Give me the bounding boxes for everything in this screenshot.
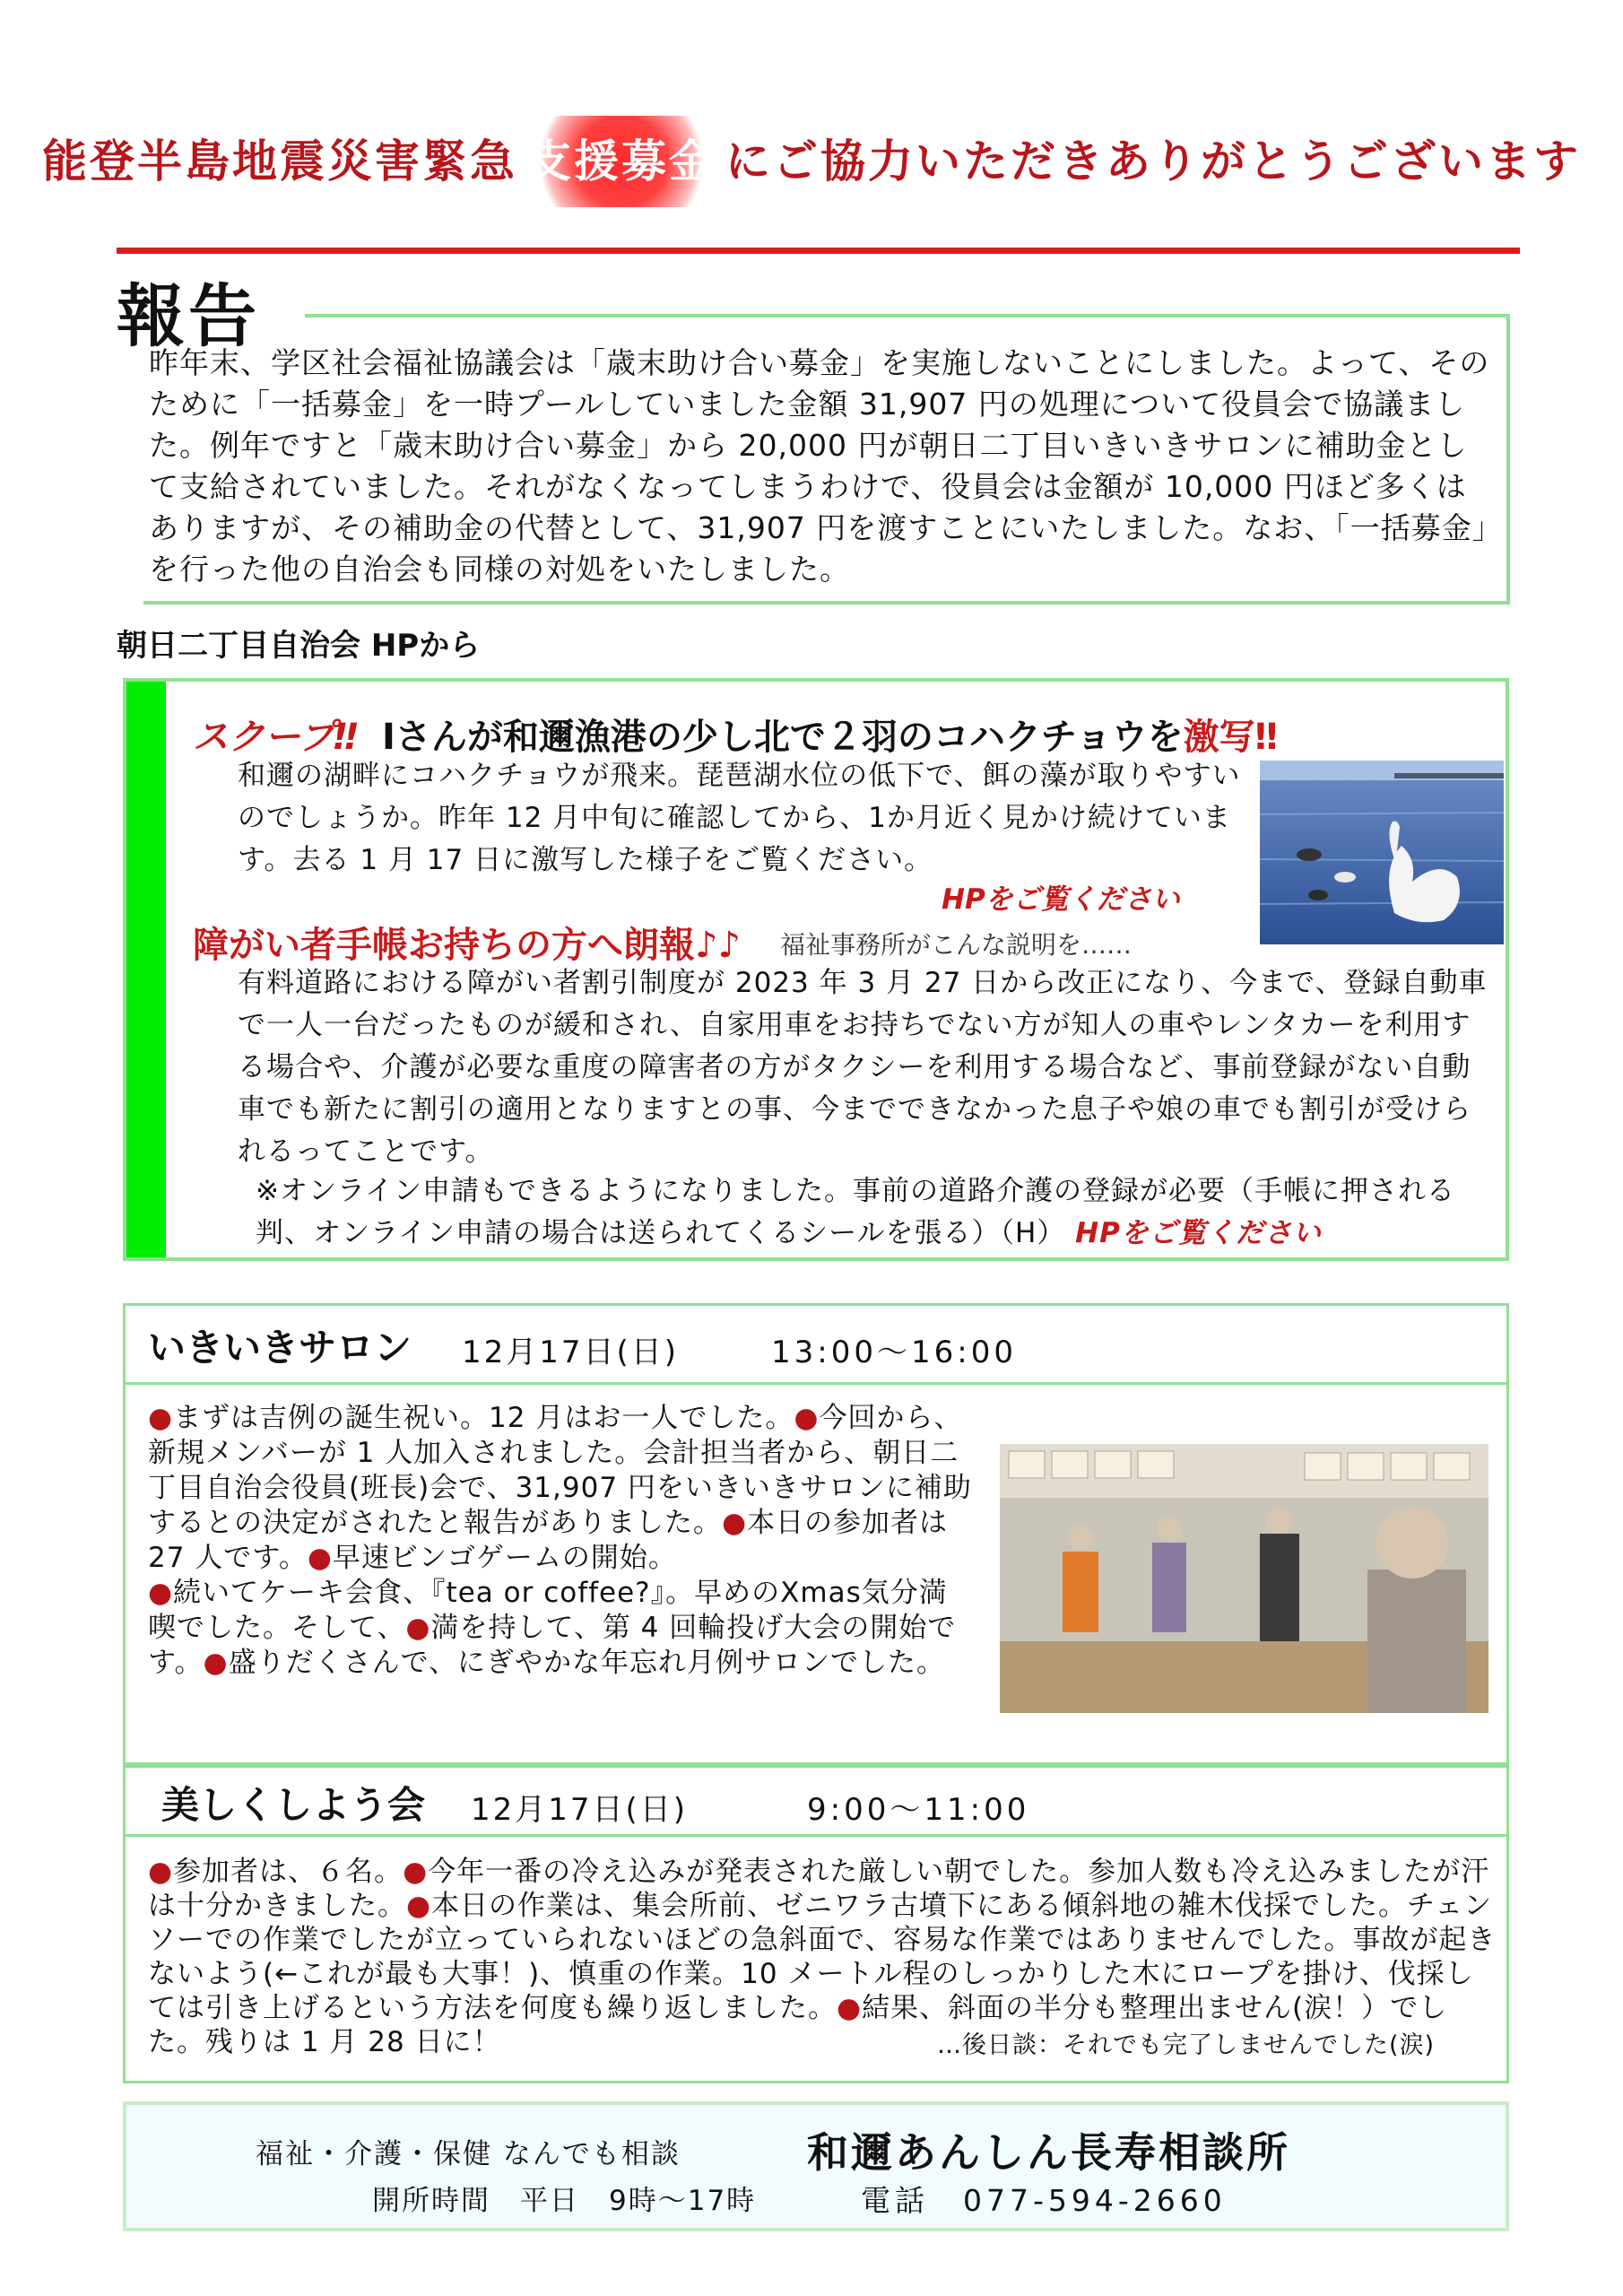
notice-body: 有料道路における障がい者割引制度が 2023 年 3 月 27 日から改正になり、今まで、登録自動車で一人一台だったものが緩和され、自家用車をお持ちでない方が知人の車やレンタカーを利用する場合や、介護が必要な重度の障害者の方がタクシーを利用する場合など、事前登録がない自動車でも新たに割引の適用となりますとの事、今までできなかった息子や娘の車でも割引が受けられるってことです。 — [238, 967, 1488, 1168]
report-title: 報告 — [117, 276, 260, 356]
beautify-item: 結果、斜面の半分も整理出ません(涙！）でした。残りは 1 月 28 日に！ — [148, 1992, 1448, 2058]
footer-phone[interactable]: 電話 077-594-2660 — [861, 2183, 1227, 2218]
salon-date: 12月17日(日) — [462, 1335, 680, 1370]
scoop-headline — [193, 709, 1278, 760]
bullet-icon: ● — [203, 1647, 229, 1679]
salon-item: まずは吉例の誕生祝い。12 月はお一人でした。 — [173, 1402, 794, 1434]
headline-before: 能登半島地震災害緊急 — [42, 135, 517, 187]
salon-time: 13:00～16:00 — [771, 1335, 1017, 1370]
swan-photo — [1260, 761, 1504, 944]
salon-item: 本日の参加者は 27 人です。 — [148, 1507, 949, 1574]
bullet-icon: ● — [148, 1577, 174, 1609]
bullet-icon: ● — [837, 1992, 863, 2024]
beautify-date: 12月17日(日) — [471, 1792, 689, 1828]
beautify-item: 今年一番の冷え込みが発表された厳しい朝でした。参加人数も冷え込みましたが汗は十分かきました。 — [148, 1856, 1490, 1922]
notice-extra-text: ※オンライン申請もできるようになりました。事前の道路介護の登録が必要（手帳に押される判、オンライン申請の場合は送られてくるシールを張る）（H） — [256, 1175, 1456, 1249]
bullet-icon: ● — [403, 1856, 429, 1888]
scoop-accent: 激写‼ — [1183, 717, 1278, 758]
salon-photo — [1000, 1444, 1488, 1713]
notice-extra — [256, 1170, 1493, 1255]
salon-item: 今回から、新規メンバーが 1 人加入されました。会計担当者から、朝日二丁目自治会役員(班長)会で、31,907 円をいきいきサロンに補助するとの決定がされたと報告がありました。 — [148, 1402, 972, 1539]
bullet-icon: ● — [307, 1542, 333, 1574]
salon-item: 盛りだくさんで、にぎやかな年忘れ月例サロンでした。 — [228, 1647, 945, 1679]
headline-after: にご協力いただきありがとうございます — [725, 135, 1581, 187]
bullet-icon: ● — [405, 1612, 431, 1644]
bullet-icon: ● — [148, 1402, 174, 1434]
report-frame-top — [305, 314, 1510, 317]
report-body: 昨年末、学区社会福祉協議会は「歳末助け合い募金」を実施しないことにしました。よって、そのために「一括募金」を一時プールしていました金額 31,907 円の処理について役員会で協議ました。例年ですと「歳末助け合い募金」から 20,000 円が朝日二丁目いきいきサロンに補助金として支給されていました。それがなくなってしまうわけで、役員会は金額が 10,000 円ほど多くはありますが、その補助金の代替として、31,907 円を渡すことにいたしました。なお、「一括募金」を行った他の自治会も同様の対処をいたしました。 — [149, 345, 1490, 587]
footer-office-name: 和邇あんしん長寿相談所 — [807, 2128, 1290, 2177]
footer-hours: 開所時間 平日 9時～17時 — [372, 2185, 757, 2217]
beautify-item: 本日の作業は、集会所前、ゼニワラ古墳下にある傾斜地の雑木伐採でした。チェンソーでの作業でしたが立っていられないほどの急斜面で、容易な作業ではありませんでした。事故が起きないよう(←これが最も大事！)、慎重の作業。10 メートル程のしっかりした木にロープを掛け、伐採しては引き上げるという方法を何度も繰り返しました。 — [148, 1890, 1497, 2024]
salon-header-divider — [126, 1382, 1506, 1385]
beautify-header-divider — [126, 1834, 1506, 1837]
scoop-prefix: スクープ‼ — [193, 717, 358, 758]
salon-body — [148, 1401, 973, 1681]
scoop-hp-link[interactable]: HPをご覧ください — [942, 883, 1180, 916]
bullet-icon: ● — [148, 1856, 174, 1888]
bullet-icon: ● — [406, 1890, 432, 1922]
beautify-time: 9:00～11:00 — [807, 1792, 1030, 1828]
salon-item: 続いてケーキ会食、『tea or coffee?』。早めのXmas気分満喫でした。そして、 — [148, 1577, 948, 1644]
scoop-headline-text: Iさんが和邇漁港の少し北で２羽のコハクチョウを — [381, 717, 1184, 758]
headline-rule — [117, 248, 1520, 254]
salon-item: 早速ビンゴゲームの開始。 — [332, 1542, 677, 1574]
beautify-item: 参加者は、６名。 — [173, 1856, 404, 1888]
hp-section-label: 朝日二丁目自治会 HPから — [117, 628, 481, 664]
beautify-title: 美しくしよう会 — [161, 1783, 426, 1827]
salon-title: いきいきサロン — [148, 1326, 412, 1370]
hp-section-accent-bar — [126, 682, 166, 1257]
headline — [0, 126, 1623, 190]
footer-services: 福祉・介護・保健 なんでも相談 — [256, 2138, 681, 2170]
notice-note: 福祉事務所がこんな説明を…… — [780, 930, 1133, 960]
scoop-body: 和邇の湖畔にコハクチョウが飛来。琵琶湖水位の低下で、餌の藻が取りやすいのでしょうか。昨年 12 月中旬に確認してから、1か月近く見かけ続けています。去る 1 月 17 日に激写した様子をご覧ください。 — [238, 760, 1241, 876]
beautify-afterword: …後日談：それでも完了しませんでした(涙) — [937, 2031, 1436, 2059]
notice-title: 障がい者手帳お持ちの方へ朗報♪♪ — [193, 925, 742, 966]
bullet-icon: ● — [794, 1402, 820, 1434]
notice-hp-link[interactable]: HPをご覧ください — [1075, 1217, 1322, 1249]
headline-accent: 支援募金 — [517, 116, 725, 207]
salon-item: 満を持して、第 4 回輪投げ大会の開始です。 — [148, 1612, 957, 1679]
bullet-icon: ● — [722, 1507, 748, 1539]
